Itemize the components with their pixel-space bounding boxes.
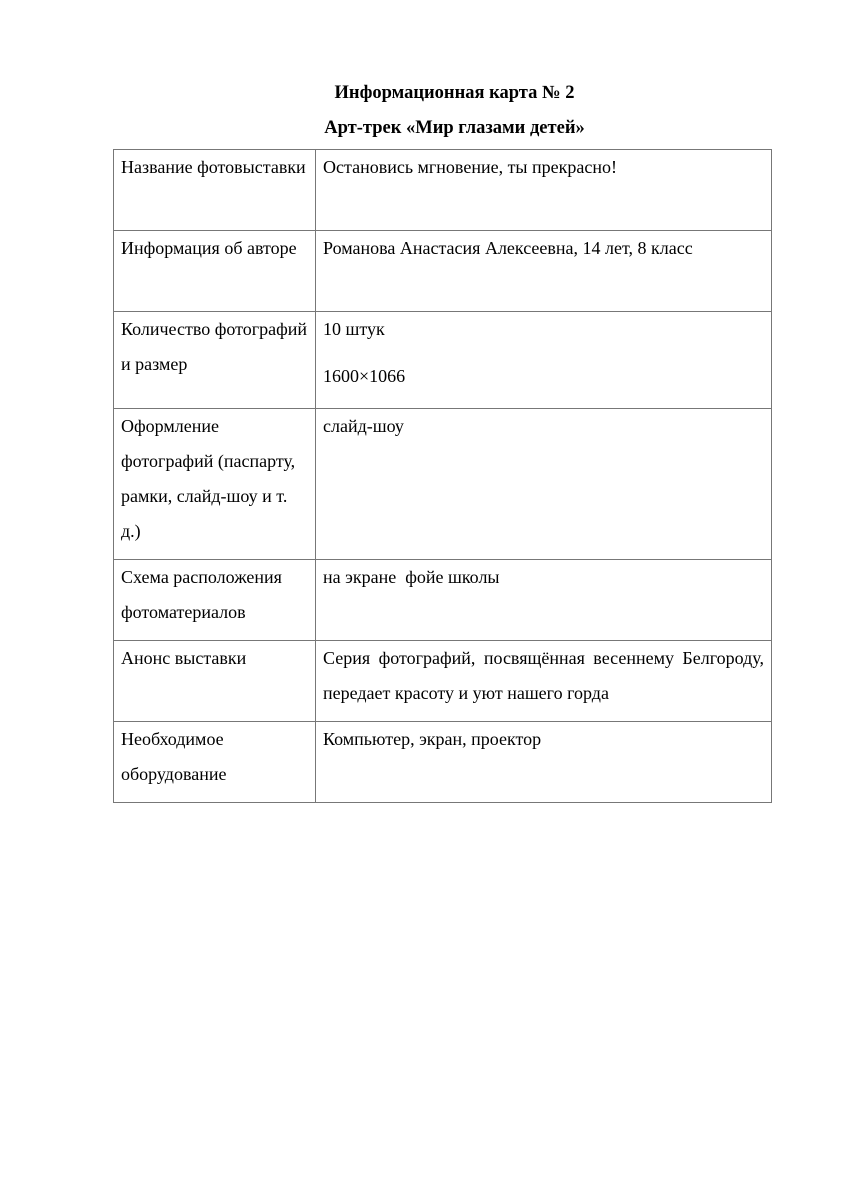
row-label: Анонс выставки [114,641,316,722]
row-label: Схема расположения фотоматериалов [114,560,316,641]
document-header [0,79,849,149]
info-card-table [113,149,772,803]
row-value: Компьютер, экран, проектор [316,722,772,803]
photo-count: 10 штук [323,319,385,339]
table-row-exhibition-name [114,150,772,231]
document-title: Информационная карта № 2 [334,83,575,103]
table-row-author-info [114,231,772,312]
row-label: Название фотовыставки [114,150,316,231]
row-value: Остановись мгновение, ты прекрасно! [316,150,772,231]
table-row-photo-design [114,409,772,560]
row-label: Количество фотографий и размер [114,312,316,409]
row-label: Необходимое оборудование [114,722,316,803]
row-value: слайд-шоу [316,409,772,560]
row-value [316,312,772,409]
table-row-layout-scheme [114,560,772,641]
table-row-announcement [114,641,772,722]
table-row-equipment [114,722,772,803]
photo-size: 1600×1066 [323,366,406,386]
row-value: на экране фойе школы [316,560,772,641]
row-label: Информация об авторе [114,231,316,312]
table-row-photo-count-size [114,312,772,409]
document-subtitle: Арт-трек «Мир глазами детей» [324,118,585,138]
row-value: Серия фотографий, посвящённая весеннему Белгороду, передает красоту и уют нашего горда [316,641,772,722]
row-value: Романова Анастасия Алексеевна, 14 лет, 8 класс [316,231,772,312]
row-label: Оформление фотографий (паспарту, рамки, слайд-шоу и т. д.) [114,409,316,560]
